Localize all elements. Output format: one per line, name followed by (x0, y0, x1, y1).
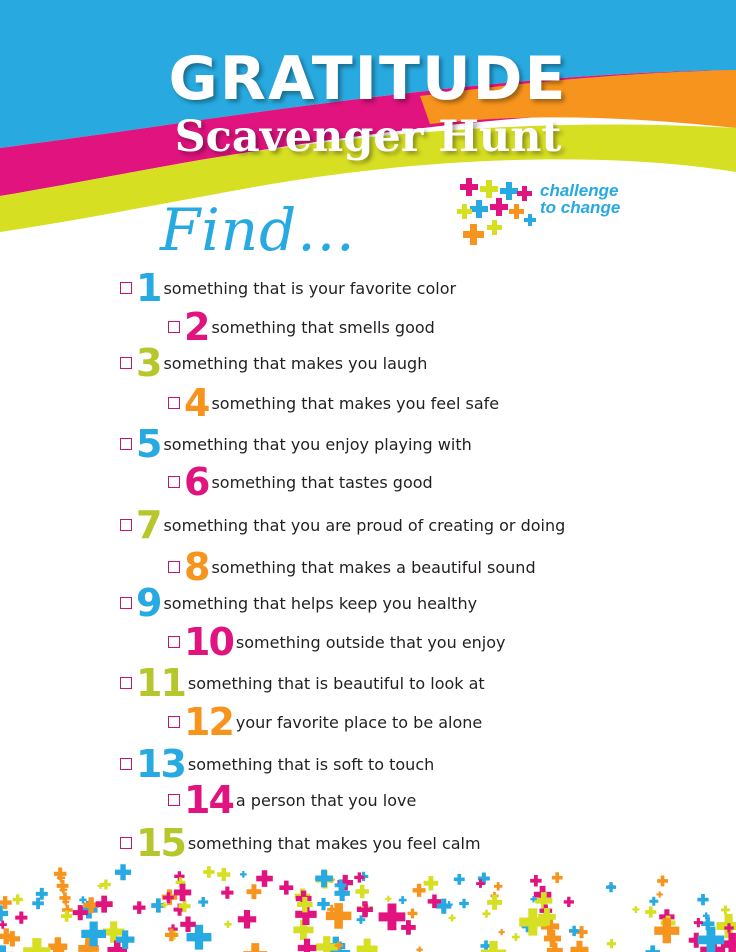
plus-icon (13, 894, 23, 904)
checkbox[interactable] (120, 438, 132, 450)
plus-icon (413, 884, 426, 897)
plus-icon (79, 896, 86, 903)
plus-icon (133, 901, 146, 914)
list-item (168, 700, 482, 744)
plus-icon (494, 882, 502, 890)
plus-icon (401, 920, 416, 935)
item-text: a person that you love (235, 790, 417, 810)
item-text: something that you enjoy playing with (163, 434, 472, 454)
list-item (120, 503, 565, 547)
plus-icon (224, 921, 231, 928)
plus-icon (61, 911, 72, 922)
plus-icon (606, 882, 616, 892)
item-number: 10 (184, 620, 233, 664)
plus-icon (357, 939, 378, 952)
plus-icon (359, 903, 372, 916)
plus-icon (459, 899, 469, 909)
item-number: 14 (184, 778, 233, 822)
plus-icon (217, 868, 230, 881)
item-text: something that makes a beautiful sound (211, 557, 536, 577)
plus-icon (416, 946, 422, 952)
checkbox[interactable] (120, 837, 132, 849)
item-number: 3 (136, 341, 161, 385)
logo-text (540, 182, 620, 216)
plus-icon (315, 870, 333, 888)
item-text: something that makes you laugh (163, 353, 428, 373)
checkbox[interactable] (168, 397, 180, 409)
plus-icon (115, 864, 131, 880)
plus-icon (454, 874, 465, 885)
plus-icon (697, 894, 708, 905)
plus-icon (424, 876, 439, 891)
plus-icon (15, 912, 27, 924)
plus-icon (243, 943, 267, 952)
plus-icon (221, 886, 233, 898)
checkbox[interactable] (120, 519, 132, 531)
plus-icon (163, 892, 174, 903)
plus-icon (552, 872, 563, 883)
plus-icon (408, 908, 418, 918)
checkbox[interactable] (168, 561, 180, 573)
plus-icon (355, 885, 369, 899)
list-item (168, 778, 416, 822)
plus-icon (385, 896, 391, 902)
checkbox[interactable] (120, 282, 132, 294)
list-item (168, 381, 499, 425)
item-number: 4 (184, 381, 209, 425)
plus-icon (279, 881, 293, 895)
plus-icon (721, 905, 730, 914)
plus-icon (646, 945, 660, 952)
plus-icon (530, 875, 541, 886)
page-title: GRATITUDE (168, 44, 568, 114)
item-text: something that smells good (211, 317, 435, 337)
plus-icon (564, 897, 574, 907)
plus-icon (256, 870, 273, 887)
plus-icon (399, 896, 407, 904)
plus-icon (482, 910, 490, 918)
logo-line-1: challenge (540, 181, 619, 200)
footer-plus-pattern (0, 862, 736, 952)
page-subtitle: Scavenger Hunt (174, 112, 562, 162)
checkbox[interactable] (168, 794, 180, 806)
list-item (168, 620, 506, 664)
item-number: 6 (184, 460, 209, 504)
checkbox[interactable] (168, 636, 180, 648)
list-item (120, 821, 481, 865)
plus-icon (23, 938, 50, 952)
plus-icon (570, 941, 588, 952)
item-number: 12 (184, 700, 233, 744)
item-text: something that makes you feel safe (211, 393, 500, 413)
plus-cluster-icon (456, 174, 540, 254)
plus-icon (238, 910, 256, 928)
checkbox[interactable] (120, 677, 132, 689)
item-number: 7 (136, 503, 161, 547)
checkbox[interactable] (168, 321, 180, 333)
item-text: something that is soft to touch (187, 754, 435, 774)
plus-icon (298, 939, 317, 952)
plus-icon (101, 880, 111, 890)
checkbox[interactable] (168, 716, 180, 728)
plus-icon (654, 918, 679, 943)
item-number: 5 (136, 422, 161, 466)
item-number: 2 (184, 305, 209, 349)
item-text: something that helps keep you healthy (163, 593, 478, 613)
list-item (120, 581, 477, 625)
plus-icon (180, 917, 195, 932)
item-number: 15 (136, 821, 185, 865)
item-text: something that tastes good (211, 472, 433, 492)
plus-icon (499, 929, 505, 935)
item-number: 1 (136, 266, 161, 310)
plus-icon (645, 906, 656, 917)
plus-icon (198, 897, 208, 907)
plus-icon (247, 884, 262, 899)
plus-icon (512, 933, 520, 941)
plus-icon (203, 866, 214, 877)
list-item (168, 460, 433, 504)
checkbox[interactable] (120, 597, 132, 609)
item-text: something that you are proud of creating or doing (163, 515, 566, 535)
plus-icon (607, 939, 616, 948)
checkbox[interactable] (120, 758, 132, 770)
plus-icon (326, 903, 352, 929)
plus-icon (96, 896, 113, 913)
challenge-to-change-logo (456, 174, 646, 254)
plus-icon (569, 926, 579, 936)
item-number: 13 (136, 742, 185, 786)
plus-icon (657, 875, 668, 886)
plus-icon (632, 906, 639, 913)
list-item (120, 341, 427, 385)
item-text: something outside that you enjoy (235, 632, 506, 652)
plus-icon (649, 897, 658, 906)
list-item (120, 661, 485, 705)
logo-line-2: to change (540, 198, 621, 217)
item-text: something that is your favorite color (163, 278, 457, 298)
plus-icon (547, 943, 563, 952)
plus-icon (656, 891, 662, 897)
checkbox[interactable] (168, 476, 180, 488)
item-number: 8 (184, 545, 209, 589)
item-text: something that is beautiful to look at (187, 673, 485, 693)
plus-icon (449, 914, 456, 921)
list-item (120, 266, 456, 310)
checkbox[interactable] (120, 357, 132, 369)
plus-icon (81, 922, 106, 947)
plus-icon (240, 871, 247, 878)
plus-icon (0, 921, 7, 929)
item-text: something that makes you feel calm (187, 833, 481, 853)
item-number: 11 (136, 661, 185, 705)
find-heading: Find... (160, 196, 356, 264)
item-text: your favorite place to be alone (235, 712, 483, 732)
plus-icon (487, 895, 502, 910)
item-number: 9 (136, 581, 161, 625)
